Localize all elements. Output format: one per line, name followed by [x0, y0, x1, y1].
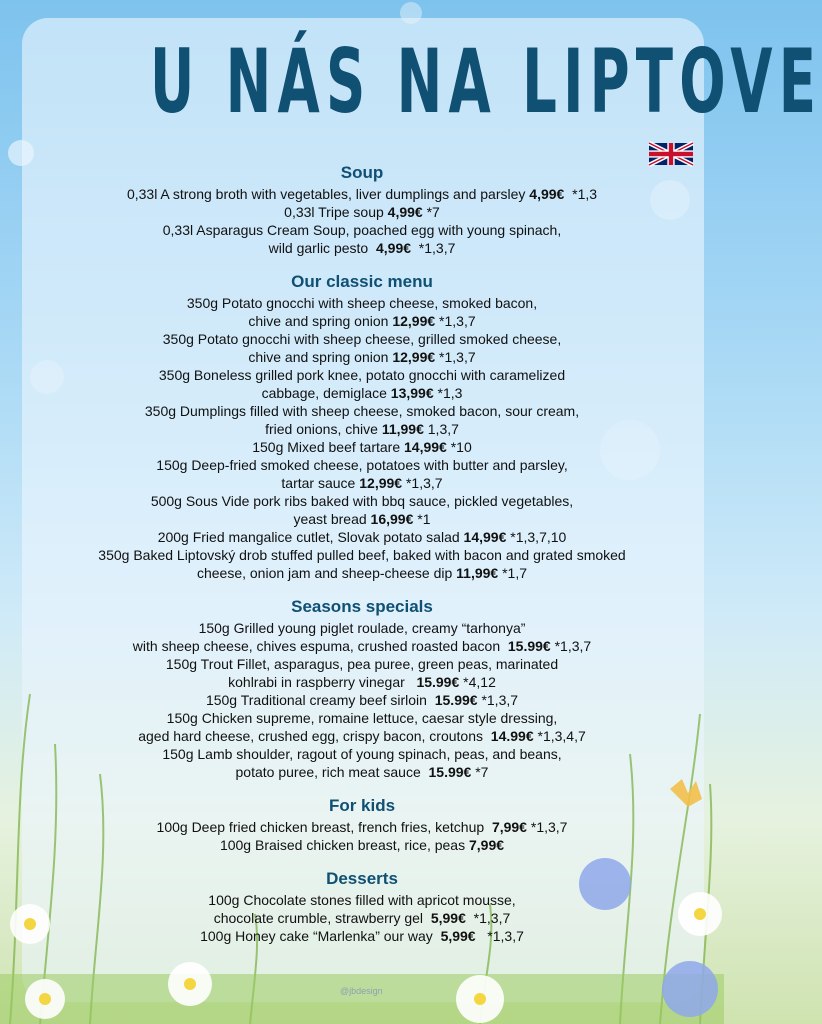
menu-item-description: 100g Braised chicken breast, rice, peas [219, 837, 469, 853]
menu-item-description: chocolate crumble, strawberry gel [213, 910, 431, 926]
menu-item-description: 150g Deep-fried smoked cheese, potatoes with butter and parsley, [156, 457, 568, 473]
menu-item [40, 492, 684, 528]
menu-item-line [40, 927, 684, 945]
menu-item-allergens: *1,3,7 [550, 638, 592, 654]
menu-item-line [40, 384, 684, 402]
menu-item-description: 150g Trout Fillet, asparagus, pea puree, green peas, marinated [165, 656, 559, 672]
menu-item-description: 350g Baked Liptovský drob stuffed pulled beef, baked with bacon and grated smoked [98, 547, 626, 563]
menu-item-description: 350g Dumplings filled with sheep cheese, smoked bacon, sour cream, [144, 403, 580, 419]
menu-item-description: yeast bread [293, 511, 371, 527]
menu-item-price: 15.99€ [428, 764, 472, 780]
menu-item-price: 11,99€ [456, 565, 499, 581]
menu-item-line [40, 492, 684, 510]
menu-item-line [40, 510, 684, 528]
menu-item-line [40, 546, 684, 564]
menu-item [40, 330, 684, 366]
menu-item [40, 546, 684, 582]
menu-item-price: 12,99€ [392, 313, 436, 329]
menu-item-description: potato puree, rich meat sauce [235, 764, 429, 780]
menu-item-allergens: *7 [471, 764, 489, 780]
menu-item-price: 14.99€ [490, 728, 534, 744]
designer-credit: @jbdesign [340, 986, 383, 996]
menu-item-allergens: *7 [422, 204, 440, 220]
menu-item [40, 366, 684, 402]
menu-item-line [40, 836, 684, 854]
menu-item-price: 14,99€ [463, 529, 507, 545]
menu-item-description: aged hard cheese, crushed egg, crispy bacon, croutons [138, 728, 491, 744]
menu-item [40, 655, 684, 691]
menu-item-description: cabbage, demiglace [261, 385, 391, 401]
menu-item-description: chive and spring onion [248, 349, 393, 365]
menu-item-line [40, 185, 684, 203]
menu-item-price: 4,99€ [529, 186, 565, 202]
menu-item-allergens: *1,3,7 [411, 240, 456, 256]
menu-item-allergens: *1,3,7 [475, 928, 524, 944]
menu-item-description: 100g Chocolate stones filled with apricot mousse, [208, 892, 516, 908]
menu-item-price: 4,99€ [375, 240, 412, 256]
menu-item-line [40, 709, 684, 727]
menu-item [40, 438, 684, 456]
menu-item-line [40, 528, 684, 546]
section-title: Soup [340, 163, 384, 182]
menu-item-line [40, 909, 684, 927]
menu-item-line [40, 221, 684, 239]
menu-item-description: 200g Fried mangalice cutlet, Slovak potato salad [157, 529, 464, 545]
menu-item-line [40, 438, 684, 456]
menu-item-price: 11,99€ [381, 421, 424, 437]
menu-item-description: 350g Potato gnocchi with sheep cheese, smoked bacon, [186, 295, 538, 311]
menu-item-price: 12,99€ [359, 475, 403, 491]
menu-item-line [40, 312, 684, 330]
menu-item-allergens: *1,3,7 [465, 910, 511, 926]
menu-item-description: 150g Mixed beef tartare [252, 439, 404, 455]
menu-item-line [40, 420, 684, 438]
menu-item [40, 203, 684, 221]
menu-item-description: kohlrabi in raspberry vinegar [228, 674, 417, 690]
menu-item-description: 0,33l Tripe soup [284, 204, 388, 220]
menu-item-line [40, 655, 684, 673]
menu-item-description: 350g Potato gnocchi with sheep cheese, grilled smoked cheese, [162, 331, 562, 347]
menu-item [40, 745, 684, 781]
menu-item-price: 5,99€ [430, 910, 466, 926]
menu-item-allergens: *1,3,4,7 [533, 728, 586, 744]
menu-item-allergens: *10 [446, 439, 472, 455]
menu-item-line [40, 456, 684, 474]
menu-item-line [40, 818, 684, 836]
menu-item [40, 528, 684, 546]
menu-item-description: 150g Chicken supreme, romaine lettuce, caesar style dressing, [166, 710, 558, 726]
section-title: Our classic menu [291, 272, 433, 291]
menu-item-allergens: *1,3 [564, 186, 598, 202]
menu-item [40, 927, 684, 945]
menu-item-description: fried onions, chive [265, 421, 382, 437]
menu-item-allergens: *1,3,7 [435, 313, 476, 329]
menu-item-line [40, 474, 684, 492]
menu-item-allergens: 1,3,7 [423, 421, 459, 437]
section-title: Seasons specials [291, 597, 433, 616]
menu-item-price: 7,99€ [468, 837, 505, 853]
menu-item-description: 150g Traditional creamy beef sirloin [205, 692, 435, 708]
menu-item-price: 13,99€ [390, 385, 434, 401]
menu-item-allergens: *1,3 [433, 385, 463, 401]
menu-item-allergens: *1,3,7 [435, 349, 476, 365]
menu-item-description: tartar sauce [281, 475, 360, 491]
menu-item-description: with sheep cheese, chives espuma, crushed roasted bacon [132, 638, 508, 654]
menu-item [40, 691, 684, 709]
menu-item-description: wild garlic pesto [268, 240, 376, 256]
menu-item-description: chive and spring onion [248, 313, 393, 329]
menu-item-line [40, 239, 684, 257]
menu-item-allergens: *1,3,7 [526, 819, 568, 835]
menu-item-line [40, 745, 684, 763]
menu-item [40, 709, 684, 745]
menu-item-line [40, 564, 684, 582]
menu-item-description: 150g Lamb shoulder, ragout of young spinach, peas, and beans, [162, 746, 562, 762]
menu-item [40, 818, 684, 836]
menu-item-line [40, 203, 684, 221]
section-title: Desserts [326, 869, 398, 888]
menu-item-description: 100g Honey cake “Marlenka” our way [200, 928, 441, 944]
menu-item-line [40, 366, 684, 384]
menu-item-allergens: *1,3,7 [402, 475, 443, 491]
menu-item-price: 15.99€ [434, 692, 478, 708]
menu-item [40, 294, 684, 330]
page-title: U NÁS NA LIPTOVE [149, 30, 822, 133]
menu-item-price: 12,99€ [392, 349, 436, 365]
menu-item-allergens: *1 [413, 511, 431, 527]
menu-item-description: 500g Sous Vide pork ribs baked with bbq sauce, pickled vegetables, [150, 493, 574, 509]
menu-item-price: 14,99€ [404, 439, 447, 455]
menu-item-line [40, 637, 684, 655]
menu-item [40, 221, 684, 257]
menu-item-price: 5,99€ [440, 928, 476, 944]
menu-item [40, 402, 684, 438]
menu-item-price: 4,99€ [387, 204, 423, 220]
menu-item-price: 16,99€ [370, 511, 414, 527]
menu-item [40, 185, 684, 203]
menu-item [40, 836, 684, 854]
section-title: For kids [328, 796, 396, 815]
menu-item-line [40, 763, 684, 781]
menu-item-line [40, 673, 684, 691]
menu-item-description: 0,33l A strong broth with vegetables, liver dumplings and parsley [126, 186, 530, 202]
menu-item-description: 150g Grilled young piglet roulade, creamy “tarhonya” [198, 620, 526, 636]
menu-item-allergens: *1,3,7 [477, 692, 519, 708]
menu-item-line [40, 727, 684, 745]
menu-item-allergens: *1,3,7,10 [506, 529, 567, 545]
menu-item-price: 7,99€ [491, 819, 527, 835]
menu-item-allergens: *1,7 [498, 565, 528, 581]
menu-item [40, 456, 684, 492]
menu-item [40, 619, 684, 655]
menu-item-price: 15.99€ [416, 674, 460, 690]
menu-item-allergens: *4,12 [459, 674, 496, 690]
menu-item-line [40, 402, 684, 420]
menu-item-price: 15.99€ [507, 638, 551, 654]
menu-item-description: cheese, onion jam and sheep-cheese dip [196, 565, 457, 581]
menu-item [40, 891, 684, 927]
menu-item-line [40, 294, 684, 312]
menu-item-description: 350g Boneless grilled pork knee, potato gnocchi with caramelized [158, 367, 566, 383]
menu-item-line [40, 348, 684, 366]
menu-item-description: 0,33l Asparagus Cream Soup, poached egg with young spinach, [162, 222, 562, 238]
menu-item-line [40, 330, 684, 348]
menu-item-line [40, 619, 684, 637]
menu-item-line [40, 891, 684, 909]
menu-item-line [40, 691, 684, 709]
menu-content [40, 160, 684, 945]
menu-item-description: 100g Deep fried chicken breast, french fries, ketchup [156, 819, 492, 835]
